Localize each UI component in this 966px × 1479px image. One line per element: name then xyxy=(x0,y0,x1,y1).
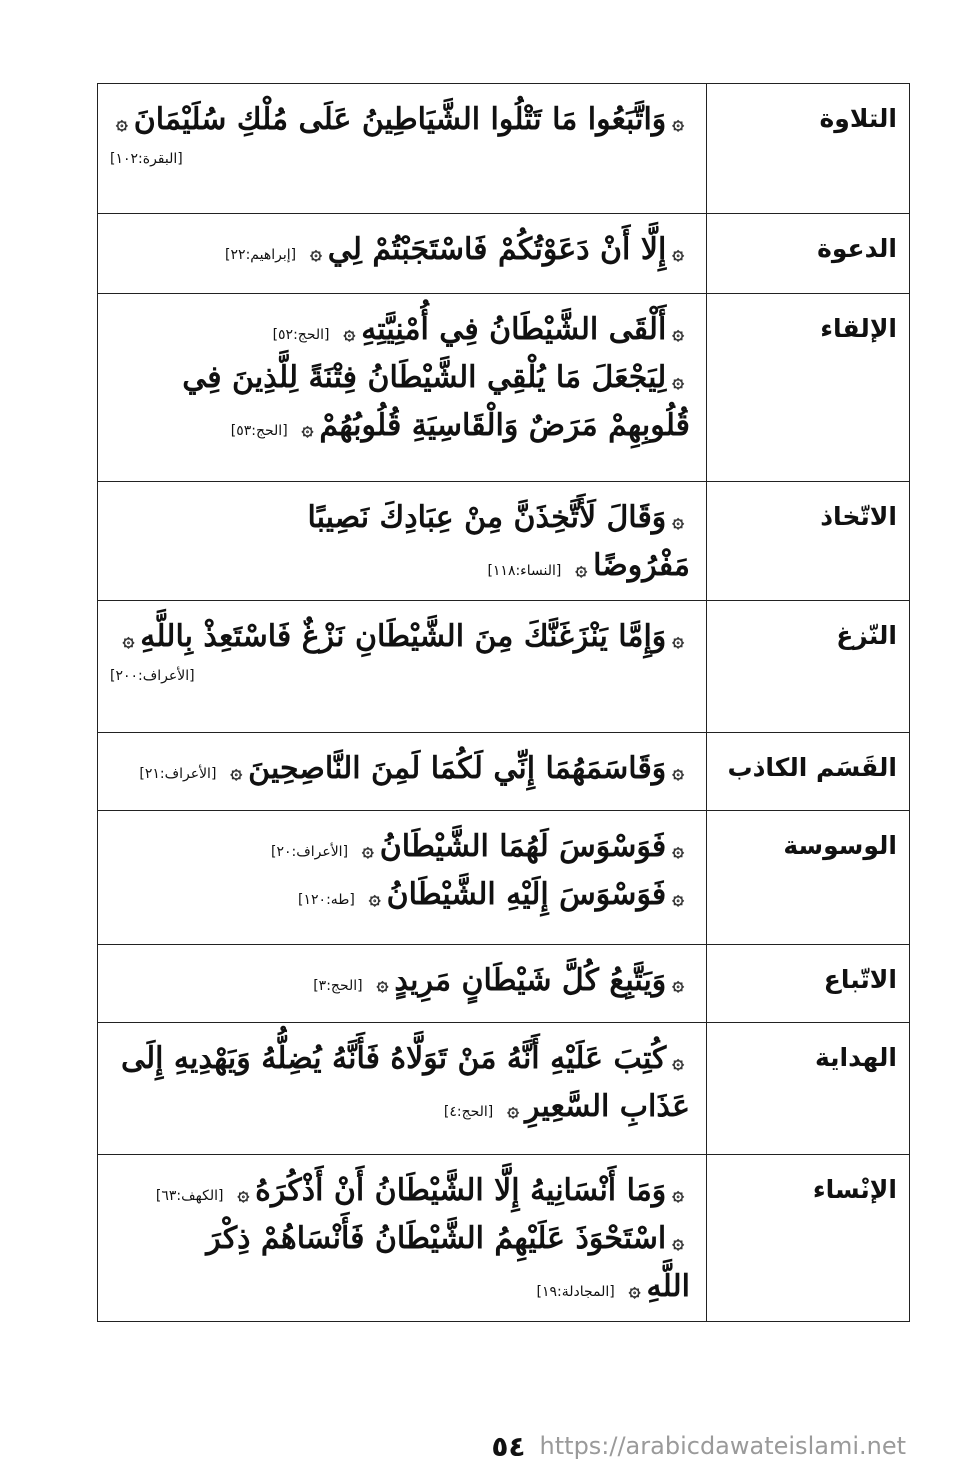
terms-table xyxy=(97,83,910,1322)
verse-line xyxy=(110,226,690,274)
verse-reference: [الأعراف:٢١] xyxy=(139,766,217,782)
reference-line xyxy=(110,665,690,684)
term-cell: القَسَم الكاذب xyxy=(707,733,910,811)
verse-reference: [الحج:٣] xyxy=(313,978,363,994)
verse-reference: [الكهف:٦٣] xyxy=(155,1188,224,1204)
verse-text: وَقَاسَمَهُمَا إِنِّي لَكُمَا لَمِنَ النَّاصِحِينَ xyxy=(248,751,667,786)
table-row xyxy=(98,1155,910,1322)
ornament-close-icon: ۞ xyxy=(362,837,374,861)
ornament-open-icon: ۞ xyxy=(672,971,684,995)
verse-reference: [الحج:٥٣] xyxy=(230,423,288,439)
page-footer xyxy=(486,1428,906,1464)
verse-reference: [الحج:٤] xyxy=(443,1104,494,1120)
verse-text: إِلَّا أَنْ دَعَوْتُكُمْ فَاسْتَجَبْتُمْ لِي xyxy=(327,232,667,267)
verse-line xyxy=(110,1035,690,1131)
verse-line xyxy=(110,354,690,450)
verse-text: وَإِمَّا يَنْزَغَنَّكَ مِنَ الشَّيْطَانِ نَزْغٌ فَاسْتَعِذْ بِاللَّهِ xyxy=(140,619,667,654)
verse-line xyxy=(110,1215,690,1311)
verse-reference: [النساء:١١٨] xyxy=(487,563,562,579)
verse-line xyxy=(110,745,690,793)
table-row xyxy=(98,601,910,733)
ornament-close-icon: ۞ xyxy=(237,1181,250,1205)
page-number: ٥٤ xyxy=(491,1429,526,1463)
verse-text: كُتِبَ عَلَيْهِ أَنَّهُ مَنْ تَوَلَّاهُ فَأَنَّهُ يُضِلُّهُ وَيَهْدِيهِ إِلَى عَذَابِ السَّعِيرِ xyxy=(120,1041,690,1124)
verse-cell xyxy=(98,1155,707,1322)
ornament-close-icon: ۞ xyxy=(507,1097,519,1121)
ornament-close-icon: ۞ xyxy=(230,759,243,783)
term-cell: الدعوة xyxy=(707,214,910,294)
verse-line xyxy=(110,613,690,661)
verse-text: وَيَتَّبِعُ كُلَّ شَيْطَانٍ مَرِيدٍ xyxy=(394,963,667,998)
ornament-open-icon: ۞ xyxy=(672,627,684,651)
ornament-open-icon: ۞ xyxy=(672,368,684,392)
verse-reference: [المجادلة:١٩] xyxy=(536,1284,615,1300)
ornament-close-icon: ۞ xyxy=(628,1277,641,1301)
verse-line xyxy=(110,306,690,354)
verse-text: أَلْقَى الشَّيْطَانُ فِي أُمْنِيَّتِهِ xyxy=(361,312,667,347)
reference-line xyxy=(110,148,690,167)
verse-text: لِيَجْعَلَ مَا يُلْقِي الشَّيْطَانُ فِتْنَةً لِلَّذِينَ فِي قُلُوبِهِمْ مَرَضٌ وَالْقَاسِيَةِ قُلُوبُهُمْ xyxy=(182,360,690,443)
verse-cell xyxy=(98,84,707,214)
ornament-open-icon: ۞ xyxy=(672,508,684,532)
verse-reference: [الحج:٥٢] xyxy=(272,327,330,343)
ornament-close-icon: ۞ xyxy=(116,110,128,134)
verse-reference: [البقرة:١٠٢] xyxy=(110,151,183,167)
verse-text: وَمَا أَنْسَانِيهُ إِلَّا الشَّيْطَانُ أَنْ أَذْكُرَهُ xyxy=(255,1173,667,1208)
verse-line xyxy=(110,823,690,871)
verse-reference: [طه:١٢٠] xyxy=(298,892,355,908)
term-cell: الإنْساء xyxy=(707,1155,910,1322)
verse-line xyxy=(110,1167,690,1215)
ornament-open-icon: ۞ xyxy=(672,1049,684,1073)
table-row xyxy=(98,214,910,294)
verse-text: وَاتَّبَعُوا مَا تَتْلُوا الشَّيَاطِينُ عَلَى مُلْكِ سُلَيْمَانَ xyxy=(133,102,667,137)
term-cell: الهداية xyxy=(707,1023,910,1155)
ornament-open-icon: ۞ xyxy=(672,110,684,134)
table-row xyxy=(98,811,910,945)
table-row xyxy=(98,1023,910,1155)
ornament-open-icon: ۞ xyxy=(672,837,684,861)
ornament-open-icon: ۞ xyxy=(672,240,684,264)
ornament-open-icon: ۞ xyxy=(672,885,684,909)
ornament-close-icon: ۞ xyxy=(368,885,381,909)
verse-text: فَوَسْوَسَ إِلَيْهِ الشَّيْطَانُ xyxy=(386,877,667,912)
term-cell: الإلقاء xyxy=(707,294,910,482)
verse-cell xyxy=(98,733,707,811)
verse-cell xyxy=(98,294,707,482)
verse-cell xyxy=(98,601,707,733)
verse-cell xyxy=(98,482,707,601)
table-row xyxy=(98,84,910,214)
verse-line xyxy=(110,957,690,1005)
verse-cell xyxy=(98,811,707,945)
ornament-close-icon: ۞ xyxy=(575,556,588,580)
verse-reference: [الأعراف:٢٠] xyxy=(270,844,349,860)
verse-cell xyxy=(98,945,707,1023)
ornament-close-icon: ۞ xyxy=(310,240,322,264)
verse-text: وَقَالَ لَأَتَّخِذَنَّ مِنْ عِبَادِكَ نَصِيبًا مَفْرُوضًا xyxy=(307,500,690,583)
verse-cell xyxy=(98,214,707,294)
term-cell: الاتّباع xyxy=(707,945,910,1023)
term-cell: التلاوة xyxy=(707,84,910,214)
ornament-open-icon: ۞ xyxy=(672,759,684,783)
verse-reference: [إبراهيم:٢٢] xyxy=(225,247,297,263)
verse-line xyxy=(110,871,690,919)
verse-line xyxy=(110,96,690,144)
table-row xyxy=(98,294,910,482)
ornament-close-icon: ۞ xyxy=(122,627,135,651)
ornament-close-icon: ۞ xyxy=(343,320,356,344)
ornament-open-icon: ۞ xyxy=(672,1229,684,1253)
ornament-open-icon: ۞ xyxy=(672,320,684,344)
table-row xyxy=(98,733,910,811)
verse-reference: [الأعراف:٢٠٠] xyxy=(110,668,195,684)
term-cell: الاتّخاذ xyxy=(707,482,910,601)
term-cell: الوسوسة xyxy=(707,811,910,945)
verse-text: فَوَسْوَسَ لَهُمَا الشَّيْطَانُ xyxy=(379,829,667,864)
ornament-close-icon: ۞ xyxy=(301,416,314,440)
ornament-open-icon: ۞ xyxy=(672,1181,684,1205)
table-row xyxy=(98,482,910,601)
website-url[interactable]: https://arabicdawateislami.net xyxy=(539,1432,906,1460)
table-row xyxy=(98,945,910,1023)
verse-line xyxy=(110,494,690,590)
term-cell: النّزغ xyxy=(707,601,910,733)
verse-text: اسْتَحْوَذَ عَلَيْهِمُ الشَّيْطَانُ فَأَنْسَاهُمْ ذِكْرَ اللَّهِ xyxy=(206,1221,690,1304)
verse-cell xyxy=(98,1023,707,1155)
ornament-close-icon: ۞ xyxy=(376,971,389,995)
